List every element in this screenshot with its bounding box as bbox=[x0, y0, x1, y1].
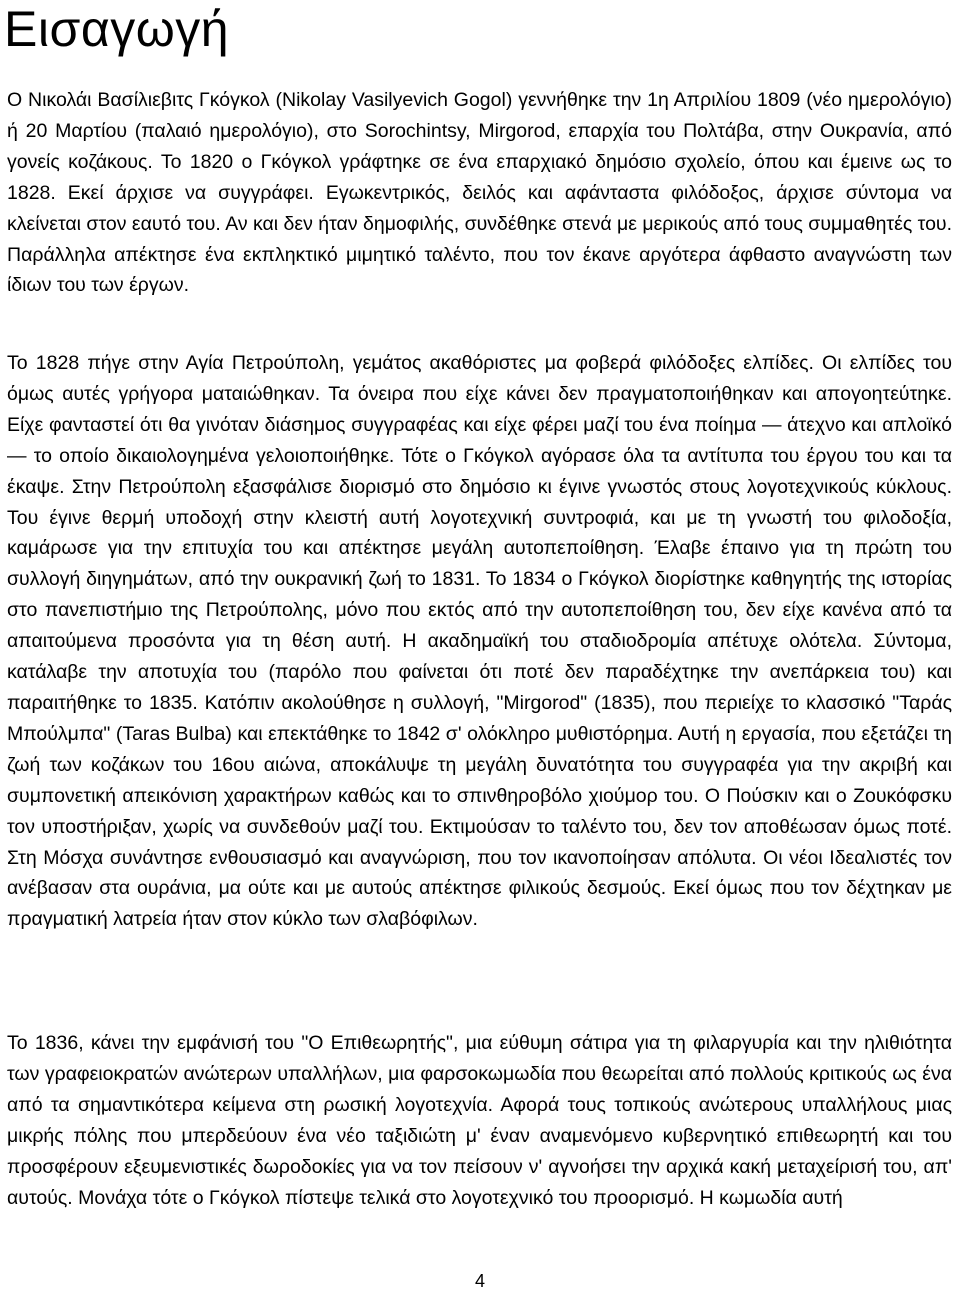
page-number: 4 bbox=[474, 1271, 485, 1291]
paragraph-2: Το 1828 πήγε στην Αγία Πετρούπολη, γεμάτος ακαθόριστες μα φοβερά φιλόδοξες ελπίδες. Οι ελπίδες του όμως αυτές γρήγορα ματαιώθηκαν. Τα όνειρα που είχε κάνει δεν πραγματοποιήθηκαν και απογοητεύτηκε. Είχε φανταστεί ότι θα γινόταν διάσημος συγγραφέας και είχε φέρει μαζί του ένα ποίημα — άτεχνο και απλοϊκό — το οποίο δικαιολογημένα γελοιοποιήθηκε. Τότε ο Γκόγκολ αγόρασε όλα τα αντίτυπα του έργου του και τα έκαψε. Στην Πετρούπολη εξασφάλισε διορισμό στο δημόσιο κι έγινε γνωστός στους λογοτεχνικούς κύκλους. Του έγινε θερμή υποδοχή στην κλειστή αυτή λογοτεχνική συντροφιά, και με τη γνωστή του φιλοδοξία, καμάρωσε για την επιτυχία του και απέκτησε μεγάλη αυτοπεποίθηση. Έλαβε έπαινο για τη πρώτη του συλλογή διηγημάτων, από την ουκρανική ζωή το 1831. Το 1834 ο Γκόγκολ διορίστηκε καθηγητής της ιστορίας στο πανεπιστήμιο της Πετρούπολης, μόνο που εκτός από την αυτοπεποίθηση του, δεν είχε κανένα από τα απαιτούμενα προσόντα για τη θέση αυτή. Η ακαδημαϊκή του σταδιοδρομία απέτυχε ολότελα. Σύντομα, κατάλαβε την αποτυχία του (παρόλο που φαίνεται ότι ποτέ δεν παραδέχτηκε την ανεπάρκεια του) και παραιτήθηκε το 1835. Κατόπιν ακολούθησε η συλλογή, "Mirgorod" (1835), που περιείχε το κλασσικό "Ταράς Μπούλμπα" (Taras Bulba) και επεκτάθηκε το 1842 σ' ολόκληρο μυθιστόρημα. Αυτή η εργασία, που εξετάζει τη ζωή των κοζάκων του 16ου αιώνα, αποκάλυψε τη μεγάλη δυνατότητα του συγγραφέα για την ακριβή και συμπονετική απεικόνιση χαρακτήρων καθώς και το σπινθηροβόλο χιούμορ του. Ο Πούσκιν και ο Ζουκόφσκυ τον υποστήριξαν, χωρίς να συνδεθούν μαζί του. Εκτιμούσαν το ταλέντο του, δεν τον αποθέωσαν όμως ποτέ. Στη Μόσχα συνάντησε ενθουσιασμό και αναγνώριση, που τον ικανοποίησαν απόλυτα. Οι νέοι Ιδεαλιστές τον ανέβασαν στα ουράνια, μα ούτε και με αυτούς απέκτησε φιλικούς δεσμούς. Εκεί όμως που τον δέχτηκαν με πραγματική λατρεία ήταν στον κύκλο των σλαβόφιλων. bbox=[7, 352, 952, 931]
paragraph-3: Το 1836, κάνει την εμφάνισή του "Ο Επιθεωρητής", μια εύθυμη σάτιρα για τη φιλαργυρία και την ηλιθιότητα των γραφειοκρατών ανώτερων υπαλλήλων, μια φαρσοκωμωδία που θεωρείται από πολλούς κριτικούς ως ένα από τα σημαντικότερα κείμενα στη ρωσική λογοτεχνία. Αφορά τους τοπικούς ανώτερους υπαλλήλους μιας μικρής πόλης που μπερδεύουν ένα νέο ταξιδιώτη μ' έναν αναμενόμενο κυβερνητικό επιθεωρητή και του προσφέρουν εξευμενιστικές δωροδοκίες για να τον πείσουν ν' αγνοήσει την αρχικά κακή μεταχείρισή του, απ' αυτούς. Μονάχα τότε ο Γκόγκολ πίστεψε τελικά στο λογοτεχνικό του προορισμό. Η κωμωδία αυτή bbox=[7, 1032, 952, 1209]
paragraph-1: Ο Νικολάι Βασίλιεβιτς Γκόγκολ (Nikolay Vasilyevich Gogol) γεννήθηκε την 1η Απριλίου 1809 (νέο ημερολόγιο) ή 20 Μαρτίου (παλαιό ημερολόγιο), στο Sorochintsy, Mirgorod, επαρχία του Πολτάβα, στην Ουκρανία, από γονείς κοζάκους. Το 1820 ο Γκόγκολ γράφτηκε σε ένα επαρχιακό δημόσιο σχολείο, όπου και έμεινε ως το 1828. Εκεί άρχισε να συγγράφει. Εγωκεντρικός, δειλός και αφάνταστα φιλόδοξος, άρχισε σύντομα να κλείνεται στον εαυτό του. Αν και δεν ήταν δημοφιλής, συνδέθηκε στενά με μερικούς από τους συμμαθητές του. Παράλληλα απέκτησε ένα εκπληκτικό μιμητικό ταλέντο, που τον έκανε αργότερα άφθαστο αναγνώστη των ίδιων του των έργων. bbox=[7, 89, 952, 297]
page-title: Εισαγωγή bbox=[4, 1, 230, 57]
